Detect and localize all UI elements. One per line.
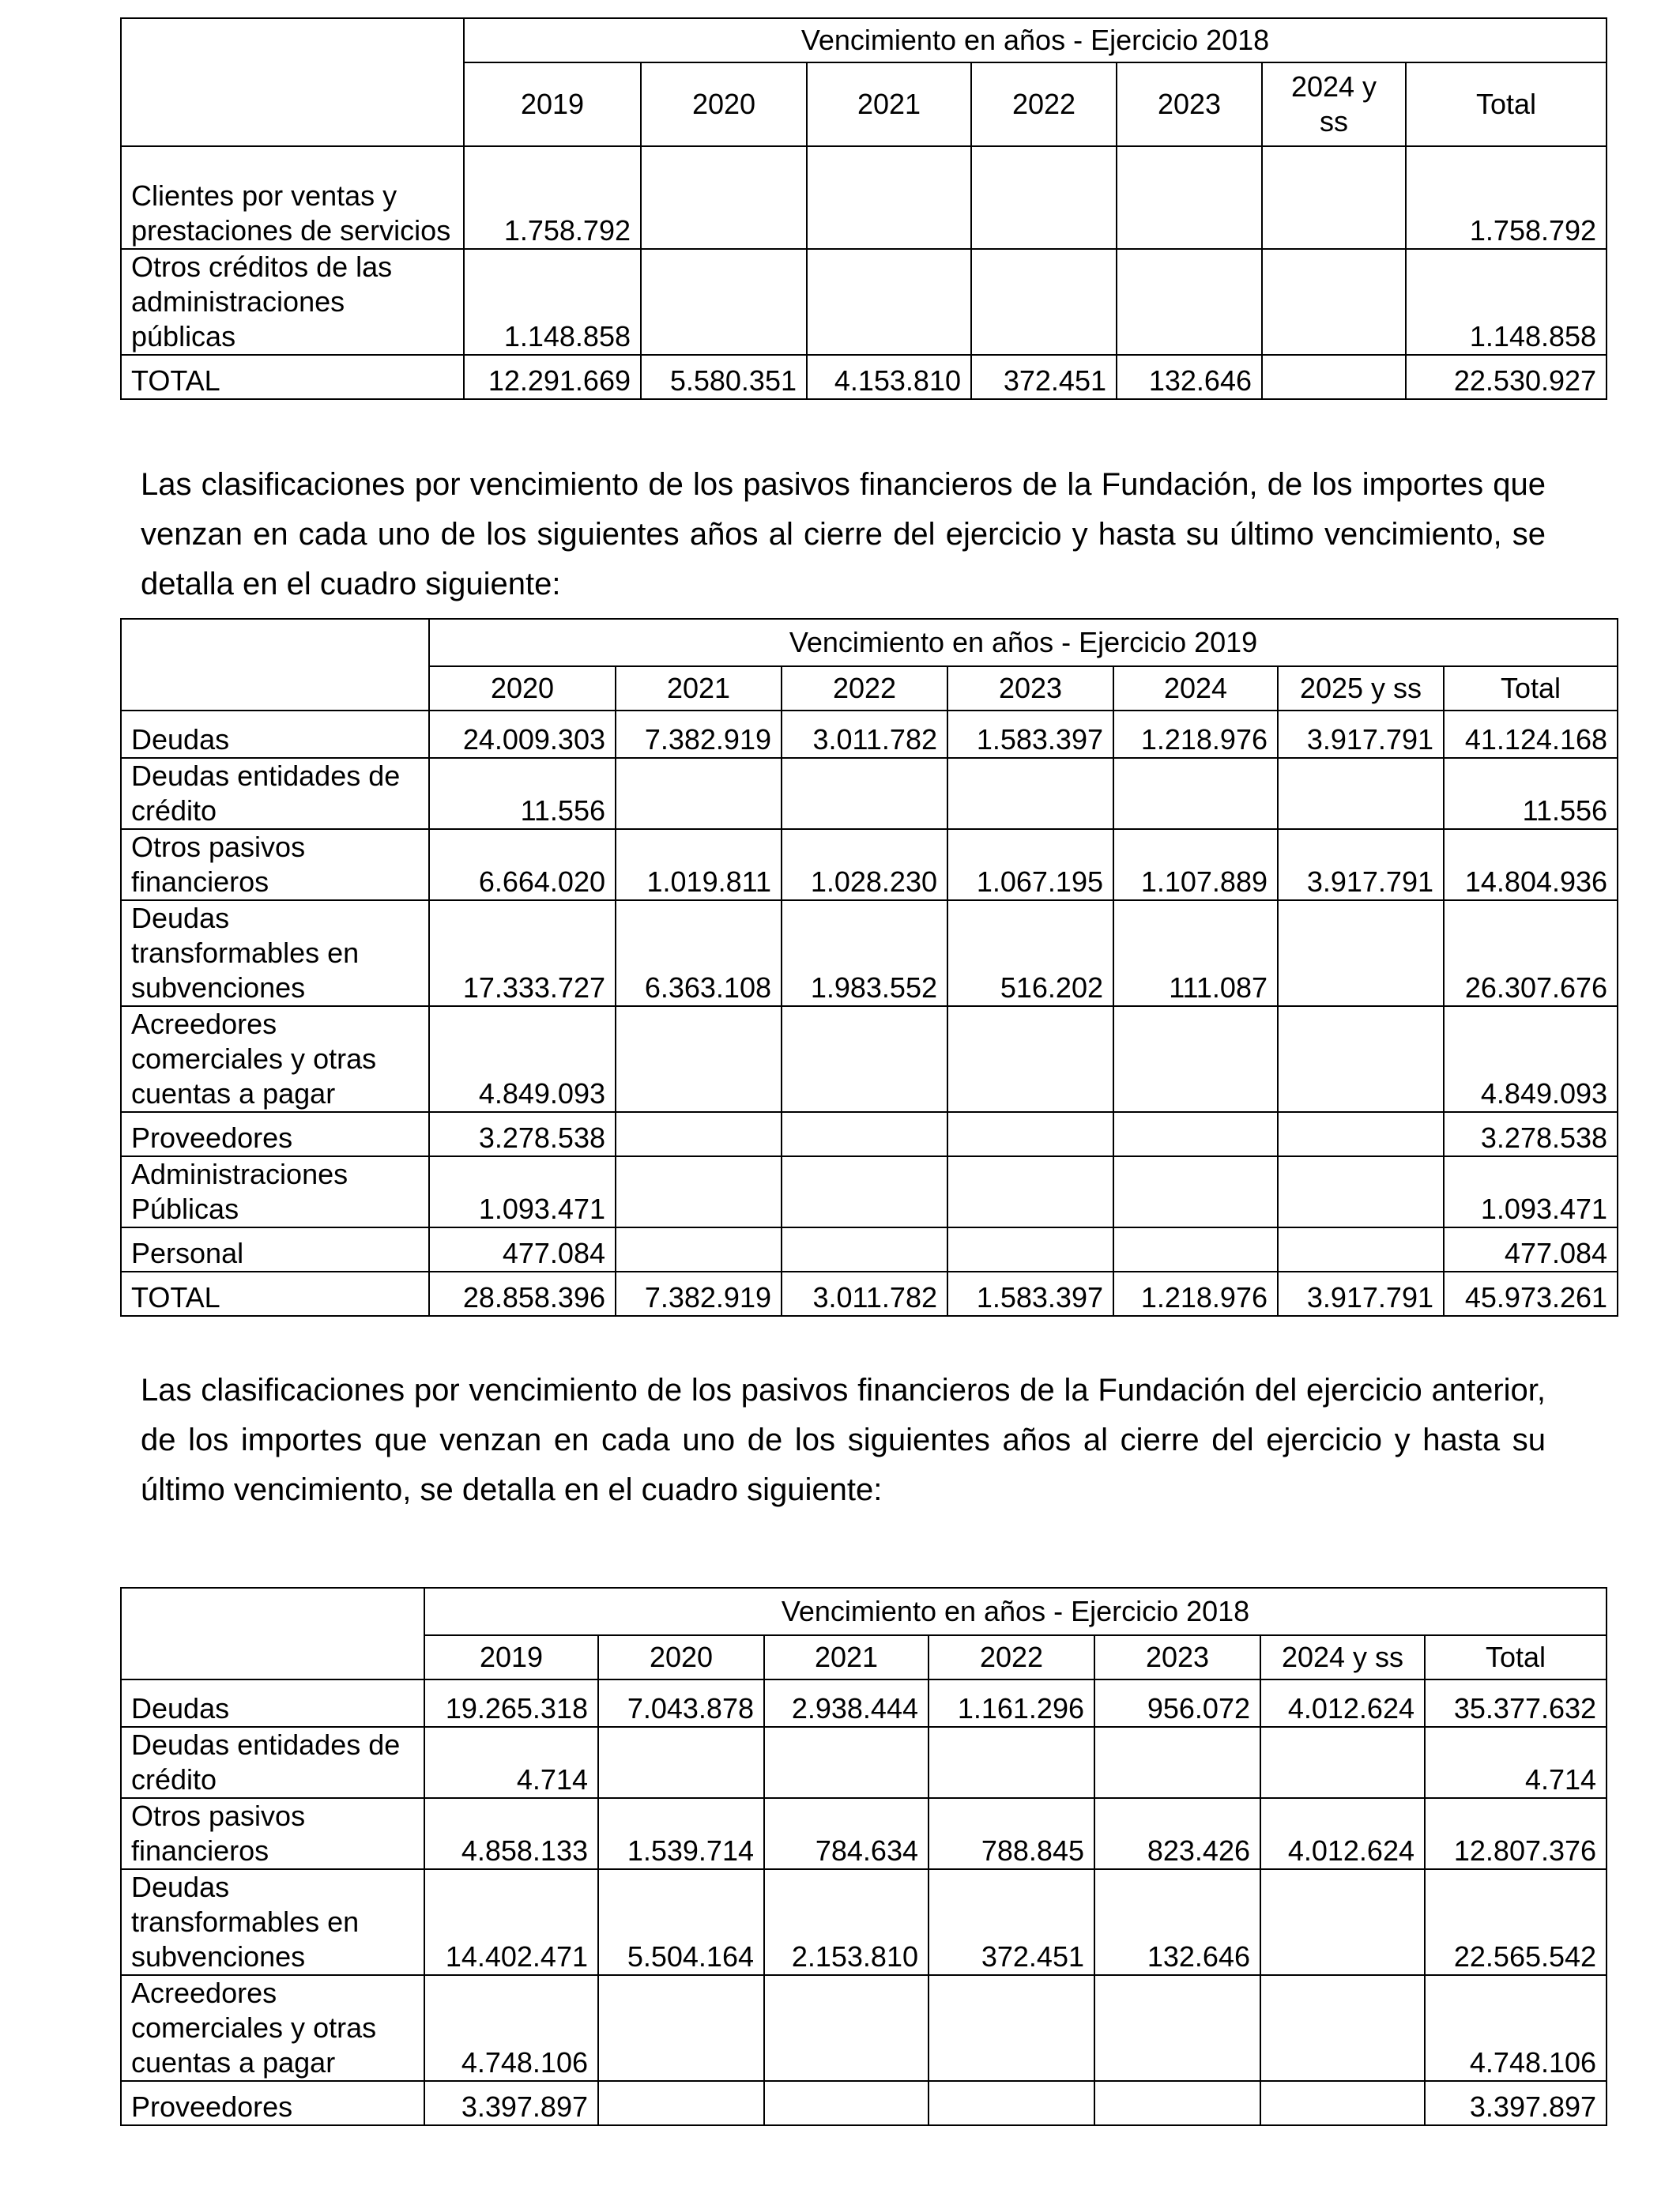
table-row <box>121 1112 1618 1156</box>
year-header: 2020 <box>429 666 616 711</box>
cell-value: 7.382.919 <box>616 711 782 758</box>
cell-value: 2.938.444 <box>764 1679 929 1727</box>
cell-value <box>947 1227 1113 1272</box>
cell-total: 4.849.093 <box>1444 1006 1618 1112</box>
cell-value: 372.451 <box>971 355 1117 399</box>
cell-value: 4.748.106 <box>424 1975 598 2081</box>
table-row <box>121 829 1618 900</box>
cell-value: 132.646 <box>1117 355 1262 399</box>
cell-value <box>971 249 1117 355</box>
cell-value <box>641 249 807 355</box>
table-row <box>121 1727 1607 1798</box>
cell-value: 1.107.889 <box>1113 829 1278 900</box>
cell-value: 6.664.020 <box>429 829 616 900</box>
cell-value: 24.009.303 <box>429 711 616 758</box>
table-row-total <box>121 1272 1618 1316</box>
cell-value <box>929 1975 1094 2081</box>
cell-total: 1.093.471 <box>1444 1156 1618 1227</box>
cell-value <box>1262 355 1406 399</box>
cell-value: 3.011.782 <box>782 711 947 758</box>
cell-value <box>1262 249 1406 355</box>
row-label: Deudas <box>121 711 429 758</box>
cell-total: 1.148.858 <box>1406 249 1607 355</box>
cell-value: 477.084 <box>429 1227 616 1272</box>
cell-value <box>929 1727 1094 1798</box>
cell-value <box>1113 1112 1278 1156</box>
cell-value: 111.087 <box>1113 900 1278 1006</box>
group-header: Vencimiento en años - Ejercicio 2019 <box>429 619 1618 666</box>
year-header: 2023 <box>1094 1635 1260 1679</box>
cell-total: 22.565.542 <box>1425 1869 1607 1975</box>
row-label: TOTAL <box>121 1272 429 1316</box>
year-header: 2024 <box>1113 666 1278 711</box>
cell-value <box>947 1006 1113 1112</box>
year-header: 2023 <box>947 666 1113 711</box>
cell-value: 1.093.471 <box>429 1156 616 1227</box>
cell-value <box>764 1727 929 1798</box>
cell-value <box>616 758 782 829</box>
row-label: Acreedores comerciales y otras cuentas a pagar <box>121 1006 429 1112</box>
cell-value: 4.153.810 <box>807 355 971 399</box>
year-header: 2024 y ss <box>1260 1635 1425 1679</box>
cell-value: 14.402.471 <box>424 1869 598 1975</box>
cell-value <box>782 1006 947 1112</box>
cell-value: 12.291.669 <box>464 355 641 399</box>
cell-value: 956.072 <box>1094 1679 1260 1727</box>
cell-value: 4.012.624 <box>1260 1798 1425 1869</box>
cell-value: 3.917.791 <box>1278 829 1444 900</box>
cell-total: 26.307.676 <box>1444 900 1618 1006</box>
cell-value: 3.278.538 <box>429 1112 616 1156</box>
year-header: 2022 <box>971 62 1117 146</box>
cell-value <box>1113 1227 1278 1272</box>
cell-value <box>1094 1975 1260 2081</box>
cell-value <box>764 1975 929 2081</box>
cell-value: 6.363.108 <box>616 900 782 1006</box>
cell-value <box>929 2081 1094 2125</box>
cell-value: 3.917.791 <box>1278 711 1444 758</box>
year-header: 2021 <box>764 1635 929 1679</box>
cell-value <box>764 2081 929 2125</box>
cell-value <box>616 1156 782 1227</box>
cell-value <box>616 1227 782 1272</box>
cell-total: 14.804.936 <box>1444 829 1618 900</box>
header-blank-cell <box>121 1588 424 1679</box>
cell-value: 17.333.727 <box>429 900 616 1006</box>
year-header: 2020 <box>641 62 807 146</box>
year-header: 2024 y ss <box>1262 62 1406 146</box>
cell-value: 784.634 <box>764 1798 929 1869</box>
cell-value <box>947 1112 1113 1156</box>
cell-value <box>1113 758 1278 829</box>
cell-total: 1.758.792 <box>1406 146 1607 249</box>
table-row <box>121 249 1607 355</box>
cell-value <box>1260 1975 1425 2081</box>
cell-value <box>1278 1112 1444 1156</box>
cell-total: 4.748.106 <box>1425 1975 1607 2081</box>
row-label: Otros créditos de las administraciones públicas <box>121 249 464 355</box>
cell-value: 2.153.810 <box>764 1869 929 1975</box>
cell-value: 1.539.714 <box>598 1798 764 1869</box>
cell-value <box>1094 1727 1260 1798</box>
cell-value: 1.583.397 <box>947 1272 1113 1316</box>
paragraph-prior-year: Las clasificaciones por vencimiento de los pasivos financieros de la Fundación del ejercicio anterior, de los importes que venzan en cada uno de los siguientes años al cierre del ejercicio y hasta su último vencimiento, se detalla en el cuadro siguiente: <box>141 1373 1546 1507</box>
table-row <box>121 1156 1618 1227</box>
cell-total: 11.556 <box>1444 758 1618 829</box>
cell-value <box>1278 1006 1444 1112</box>
cell-value: 5.504.164 <box>598 1869 764 1975</box>
cell-value <box>1260 2081 1425 2125</box>
cell-total: 3.397.897 <box>1425 2081 1607 2125</box>
cell-value: 5.580.351 <box>641 355 807 399</box>
table-row-total <box>121 355 1607 399</box>
cell-value <box>616 1112 782 1156</box>
table-row <box>121 711 1618 758</box>
header-blank-cell <box>121 18 464 146</box>
cell-value: 1.019.811 <box>616 829 782 900</box>
cell-value <box>1278 758 1444 829</box>
cell-value <box>782 1112 947 1156</box>
table-row <box>121 1975 1607 2081</box>
year-header: 2019 <box>424 1635 598 1679</box>
cell-value <box>641 146 807 249</box>
cell-value: 19.265.318 <box>424 1679 598 1727</box>
cell-value: 7.382.919 <box>616 1272 782 1316</box>
row-label: Personal <box>121 1227 429 1272</box>
row-label: Clientes por ventas y prestaciones de servicios <box>121 146 464 249</box>
cell-value: 4.858.133 <box>424 1798 598 1869</box>
cell-value <box>807 146 971 249</box>
cell-value: 1.983.552 <box>782 900 947 1006</box>
liabilities-maturity-table-2019 <box>120 618 1618 1317</box>
cell-total: 22.530.927 <box>1406 355 1607 399</box>
cell-value <box>782 1156 947 1227</box>
cell-value <box>947 1156 1113 1227</box>
row-label: Deudas entidades de crédito <box>121 758 429 829</box>
cell-value <box>616 1006 782 1112</box>
year-header: 2022 <box>782 666 947 711</box>
cell-value <box>598 1727 764 1798</box>
group-header: Vencimiento en años - Ejercicio 2018 <box>464 18 1607 62</box>
cell-value <box>1113 1006 1278 1112</box>
row-label: Proveedores <box>121 2081 424 2125</box>
year-header: 2022 <box>929 1635 1094 1679</box>
table-row <box>121 1227 1618 1272</box>
header-blank-cell <box>121 619 429 711</box>
table-row <box>121 146 1607 249</box>
cell-value: 7.043.878 <box>598 1679 764 1727</box>
row-label: Deudas <box>121 1679 424 1727</box>
table-row <box>121 758 1618 829</box>
year-header: 2021 <box>616 666 782 711</box>
total-header: Total <box>1406 62 1607 146</box>
cell-value <box>598 1975 764 2081</box>
cell-total: 477.084 <box>1444 1227 1618 1272</box>
cell-value <box>1278 1227 1444 1272</box>
cell-total: 3.278.538 <box>1444 1112 1618 1156</box>
group-header: Vencimiento en años - Ejercicio 2018 <box>424 1588 1607 1635</box>
cell-value: 1.583.397 <box>947 711 1113 758</box>
cell-value: 1.218.976 <box>1113 1272 1278 1316</box>
cell-value <box>1260 1727 1425 1798</box>
total-header: Total <box>1425 1635 1607 1679</box>
year-header: 2023 <box>1117 62 1262 146</box>
cell-value <box>1278 900 1444 1006</box>
row-label: Deudas transformables en subvenciones <box>121 1869 424 1975</box>
cell-value: 11.556 <box>429 758 616 829</box>
table-row <box>121 1006 1618 1112</box>
row-label: Deudas entidades de crédito <box>121 1727 424 1798</box>
liabilities-maturity-table-2018 <box>120 1587 1607 2126</box>
cell-value <box>1117 146 1262 249</box>
cell-value: 1.161.296 <box>929 1679 1094 1727</box>
cell-value <box>782 758 947 829</box>
cell-value: 516.202 <box>947 900 1113 1006</box>
year-header: 2025 y ss <box>1278 666 1444 711</box>
cell-value: 788.845 <box>929 1798 1094 1869</box>
cell-value <box>1278 1156 1444 1227</box>
cell-value: 28.858.396 <box>429 1272 616 1316</box>
table-row <box>121 900 1618 1006</box>
table-row <box>121 1798 1607 1869</box>
cell-value <box>807 249 971 355</box>
cell-value: 1.758.792 <box>464 146 641 249</box>
cell-value: 4.012.624 <box>1260 1679 1425 1727</box>
cell-total: 45.973.261 <box>1444 1272 1618 1316</box>
cell-value <box>1113 1156 1278 1227</box>
cell-value: 1.148.858 <box>464 249 641 355</box>
cell-value: 4.714 <box>424 1727 598 1798</box>
cell-value <box>1117 249 1262 355</box>
row-label: Acreedores comerciales y otras cuentas a pagar <box>121 1975 424 2081</box>
table-row <box>121 1679 1607 1727</box>
cell-value <box>782 1227 947 1272</box>
cell-value: 3.397.897 <box>424 2081 598 2125</box>
cell-total: 4.714 <box>1425 1727 1607 1798</box>
cell-value <box>1094 2081 1260 2125</box>
cell-value: 1.067.195 <box>947 829 1113 900</box>
table-row <box>121 2081 1607 2125</box>
paragraph-current-year: Las clasificaciones por vencimiento de los pasivos financieros de la Fundación, de los importes que venzan en cada uno de los siguientes años al cierre del ejercicio y hasta su último vencimiento, se detalla en el cuadro siguiente: <box>141 467 1546 601</box>
cell-value: 4.849.093 <box>429 1006 616 1112</box>
table-row <box>121 1869 1607 1975</box>
cell-value: 372.451 <box>929 1869 1094 1975</box>
cell-value <box>598 2081 764 2125</box>
cell-total: 12.807.376 <box>1425 1798 1607 1869</box>
row-label: Otros pasivos financieros <box>121 1798 424 1869</box>
year-header: 2019 <box>464 62 641 146</box>
cell-value <box>1262 146 1406 249</box>
cell-value: 1.028.230 <box>782 829 947 900</box>
cell-value <box>1260 1869 1425 1975</box>
row-label: Proveedores <box>121 1112 429 1156</box>
cell-value <box>947 758 1113 829</box>
total-header: Total <box>1444 666 1618 711</box>
year-header: 2021 <box>807 62 971 146</box>
cell-total: 35.377.632 <box>1425 1679 1607 1727</box>
row-label: TOTAL <box>121 355 464 399</box>
receivables-maturity-table-2018 <box>120 17 1607 400</box>
cell-value <box>971 146 1117 249</box>
row-label: Deudas transformables en subvenciones <box>121 900 429 1006</box>
cell-value: 1.218.976 <box>1113 711 1278 758</box>
year-header: 2020 <box>598 1635 764 1679</box>
row-label: Otros pasivos financieros <box>121 829 429 900</box>
cell-total: 41.124.168 <box>1444 711 1618 758</box>
cell-value: 3.917.791 <box>1278 1272 1444 1316</box>
row-label: Administraciones Públicas <box>121 1156 429 1227</box>
cell-value: 3.011.782 <box>782 1272 947 1316</box>
cell-value: 823.426 <box>1094 1798 1260 1869</box>
cell-value: 132.646 <box>1094 1869 1260 1975</box>
